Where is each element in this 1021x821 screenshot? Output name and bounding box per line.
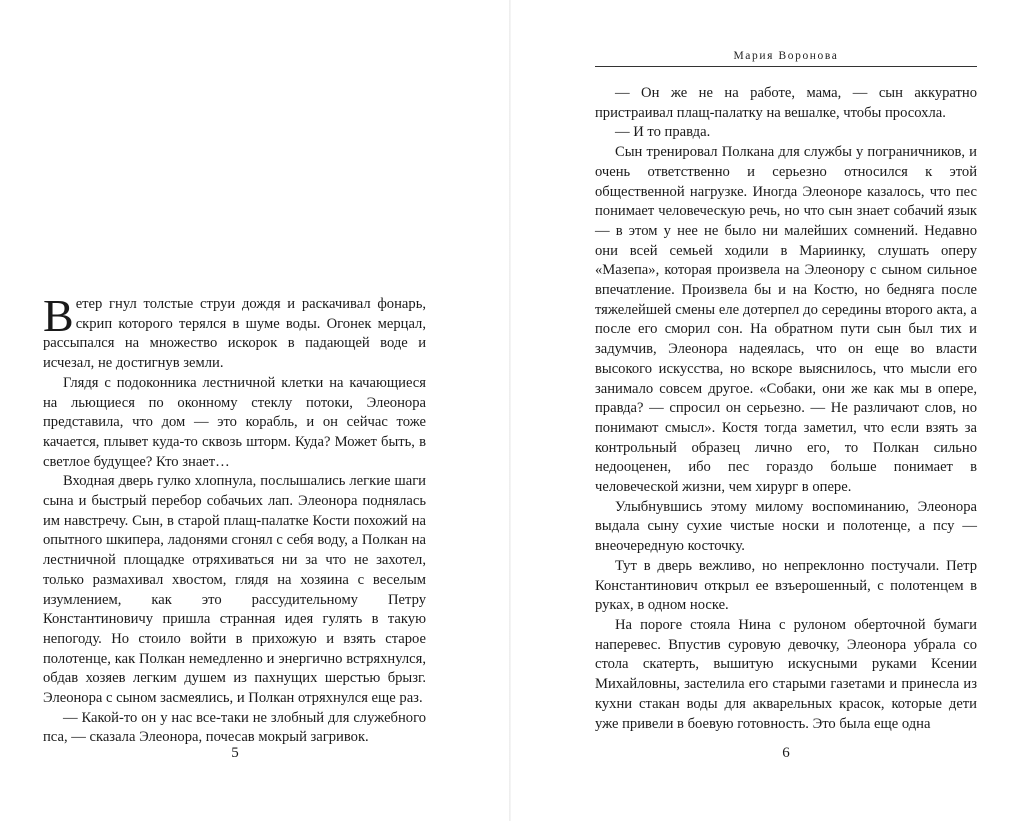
paragraph: — И то правда. — [615, 124, 711, 141]
right-page-text — [595, 84, 977, 734]
paragraph: — Он же не на работе, мама, — сын аккуратно пристраивал плащ-палатку на вешалке, чтобы просохла. — [595, 85, 977, 121]
running-header: Мария Воронова — [733, 50, 839, 62]
drop-cap: В — [43, 290, 74, 341]
paragraph: Улыбнувшись этому милому воспоминанию, Элеонора выдала сыну сухие чистые носки и полотенце, а псу — внеочередную косточку. — [595, 498, 977, 555]
left-page — [0, 0, 510, 821]
left-page-text — [43, 290, 426, 748]
page-number: 5 — [231, 745, 239, 761]
right-page — [511, 0, 1021, 821]
paragraph: Входная дверь гулко хлопнула, послышались легкие шаги сына и быстрый перебор собачьих лап. Элеонора поднялась им навстречу. Сын, в старой плащ-палатке Кости похожий на опытного шкипера, ладонями сгонял с себя воду, а Полкан на лестничной площадке отряхиваться ни за что не захотел, только размахивал хвостом, глядя на хозяина с веселым изумлением, как это рассудительному Петру Константиновичу пришла странная идея гулять в такую непогоду. Но стоило войти в прихожую и взять старое полотенце, как Полкан немедленно и энергично встряхнулся, обдав хозяев легким душем из пахнущих шерстью брызг. Элеонора с сыном засмеялись, и Полкан отряхнулся еще раз. — [43, 473, 426, 707]
page-number: 6 — [782, 745, 790, 761]
opening-paragraph — [43, 290, 426, 374]
paragraph: Глядя с подоконника лестничной клетки на качающиеся на льющиеся по оконному стеклу потоки, Элеонора представила, что дом — это корабль, и он сейчас тоже качается, плывет куда-то сквозь шторм. Куда? Может быть, в светлое будущее? Кто знает… — [43, 374, 426, 470]
paragraph: Тут в дверь вежливо, но непреклонно постучали. Петр Константинович открыл ее взъерошенный, с полотенцем в руках, в одном носке. — [595, 557, 977, 614]
paragraph: Сын тренировал Полкана для службы у пограничников, и очень ответственно и серьезно относился к этой общественной нагрузке. Иногда Элеоноре казалось, что пес понимает человеческую речь, но что сын знает собачий язык — в этом у нее не было ни малейших сомнений. Недавно они всей семьей ходили в Мариинку, слушать оперу «Мазепа», которая произвела на Элеонору с сыном сильное впечатление. Произвела бы и на Костю, но бедняга после тяжелейшей смены еле дотерпел до середины второго акта, а после его сморил сон. На обратном пути сын был тих и задумчив, Элеонора надеялась, что он еще во власти высокого искусства, но вскоре выяснилось, что мысли его занимало совсем другое. «Собаки, они же как мы в опере, правда? — спросил он серьезно. — Не различают слов, но понимают смысл». Костя тогда заметил, что если взять за контрольный образец лично его, то Полкан сильно недооценен, ибо пес гораздо больше понимает в человеческой жизни, чем хирург в опере. — [595, 144, 977, 496]
header-rule — [595, 66, 977, 67]
paragraph: — Какой-то он у нас все-таки не злобный для служебного пса, — сказала Элеонора, почесав мокрый загривок. — [43, 709, 426, 746]
paragraph: На пороге стояла Нина с рулоном оберточной бумаги наперевес. Впустив суровую девочку, Элеонора убрала со стола скатерть, вышитую искусными руками Ксении Михайловны, застелила его старыми газетами и принесла из кухни стакан воды для акварельных красок, которые дети уже привели в боевую готовность. Это была еще одна — [595, 616, 977, 732]
opening-paragraph-text: етер гнул толстые струи дождя и раскачивал фонарь, скрип которого терялся в шуме воды. Огонек мерцал, рассыпался на множество искорок в падающей воде и исчезал, не достигнув земли. — [43, 296, 426, 372]
